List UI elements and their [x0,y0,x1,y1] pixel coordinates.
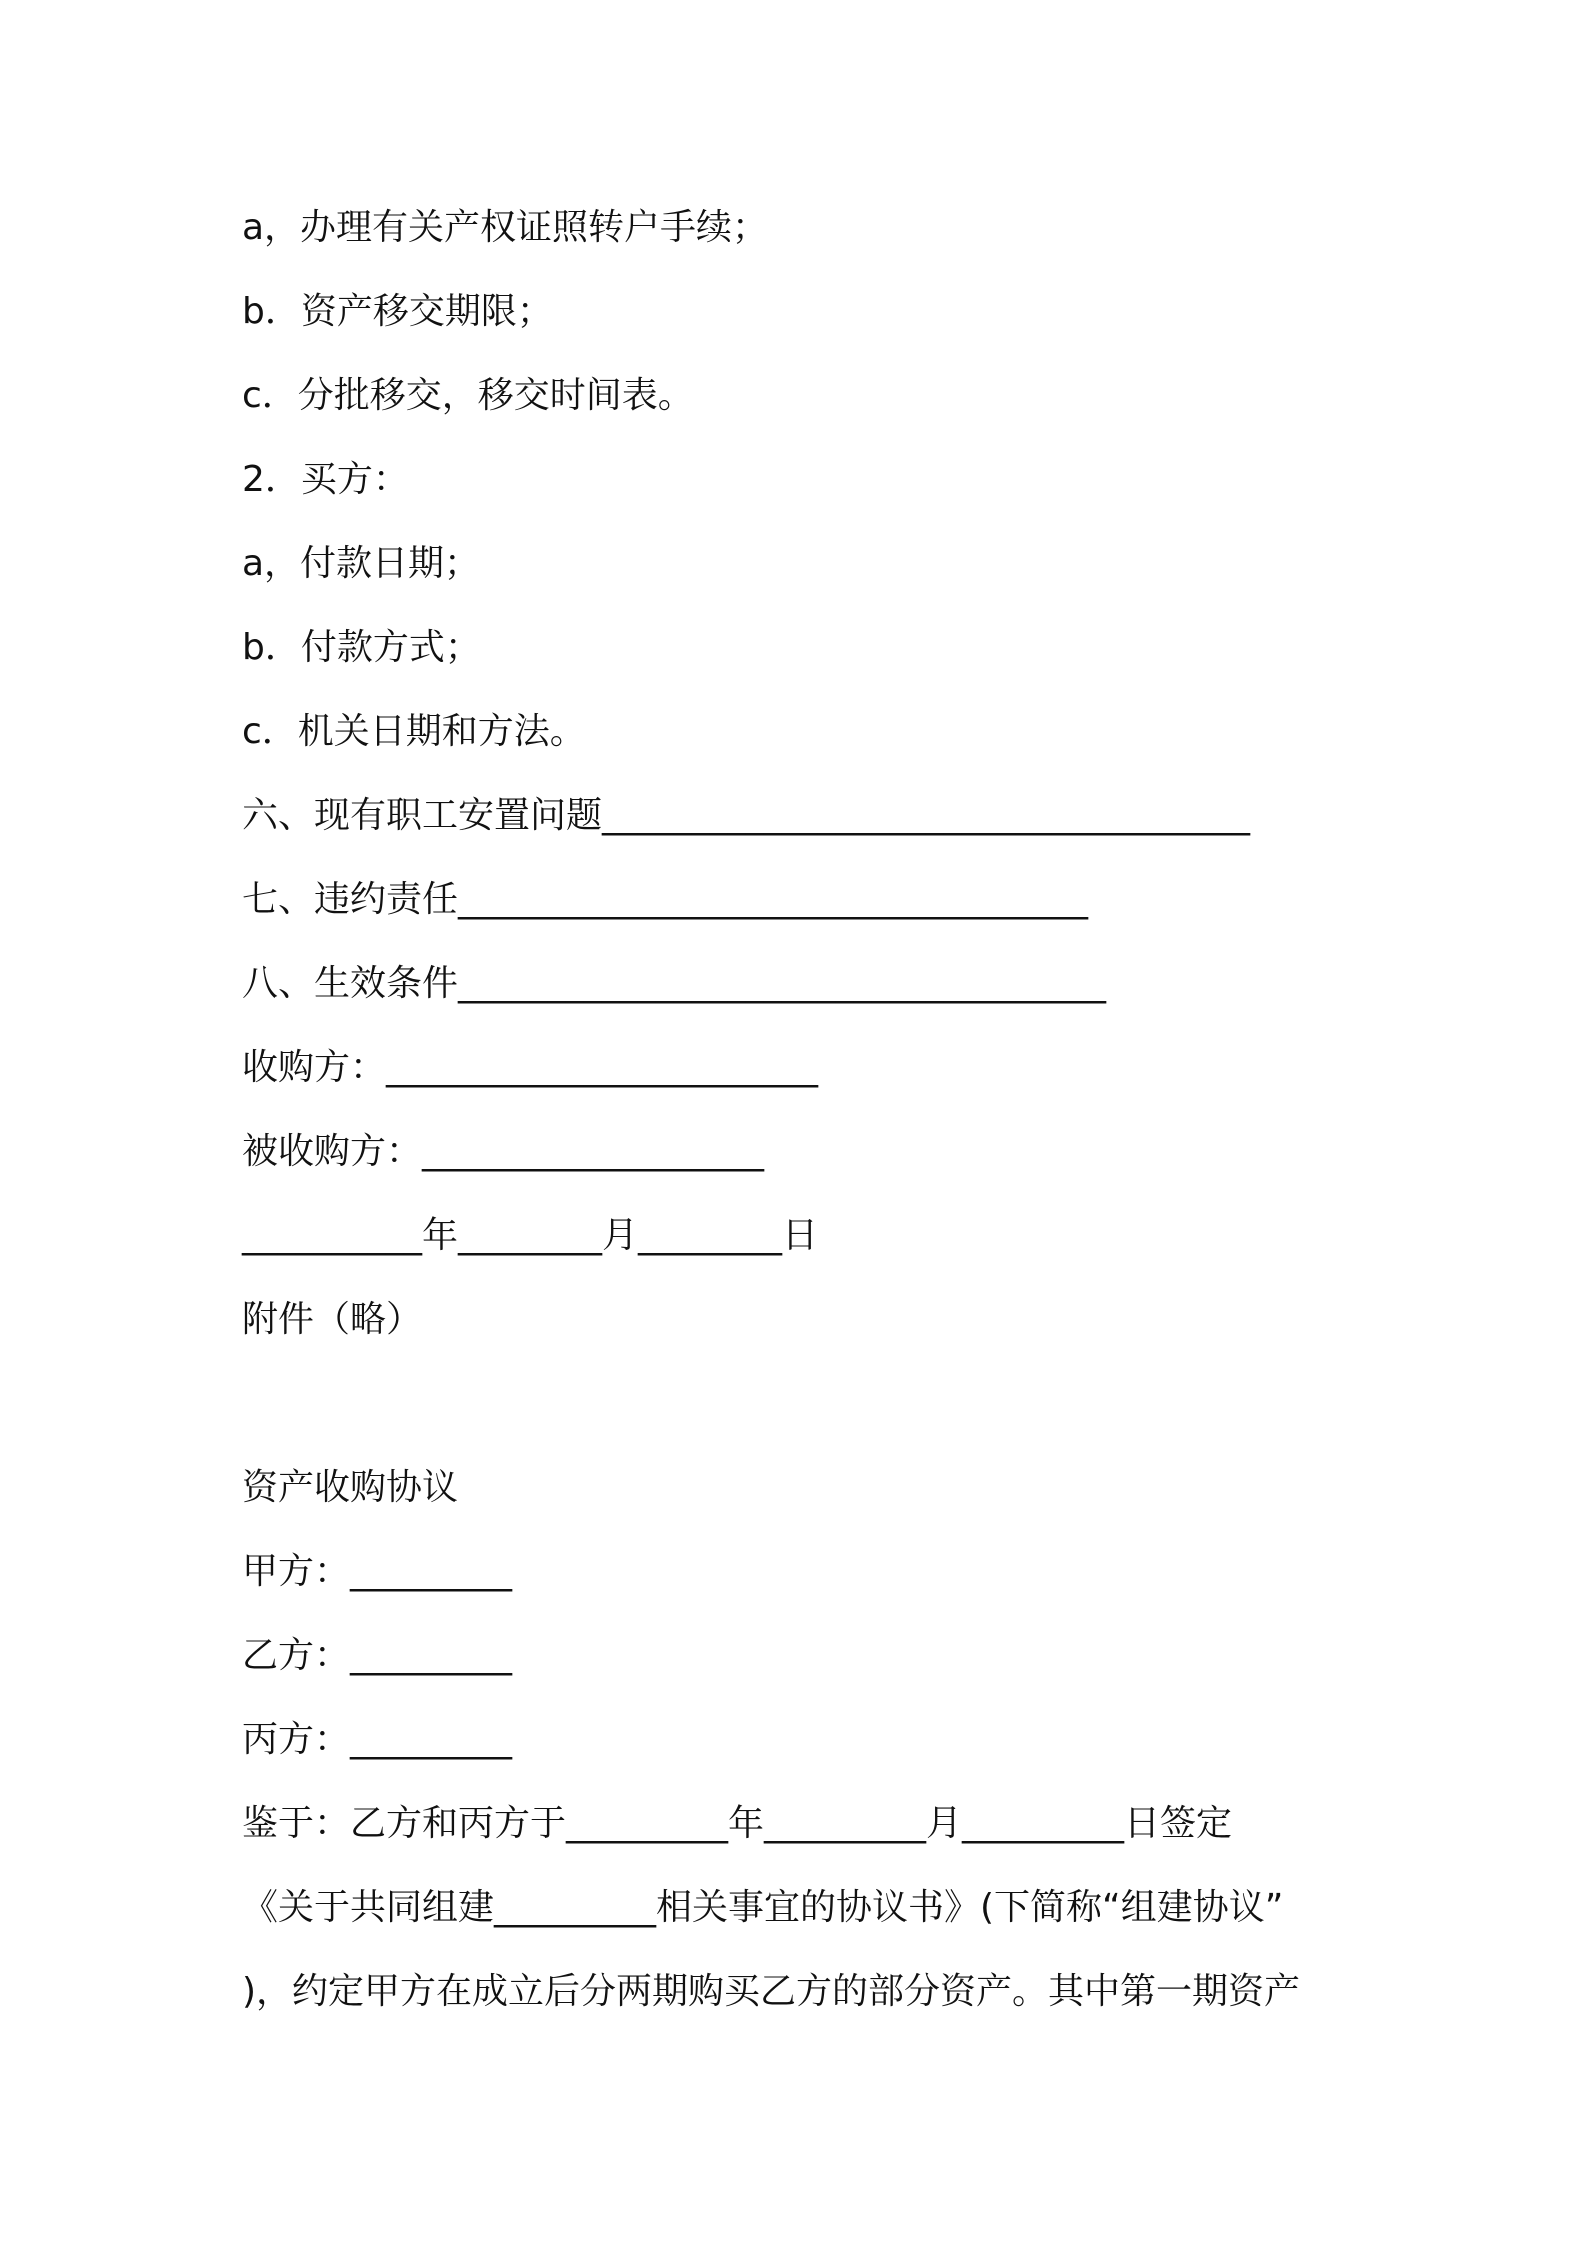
item-c-batch-transfer: c．分批移交，移交时间表。 [242,375,694,416]
section-six-staff: 六、现有职工安置问题____________________________________ [242,795,1251,836]
section-eight-effect: 八、生效条件____________________________________ [242,963,1107,1004]
whereas-line-2: 《关于共同组建_________相关事宜的协议书》(下简称“组建协议” [242,1887,1284,1928]
whereas-line-1: 鉴于：乙方和丙方于_________年_________月_________日签定 [242,1803,1233,1844]
acquirer-signature: 收购方：________________________ [242,1047,819,1088]
agreement-title: 资产收购协议 [242,1467,459,1508]
acquiree-signature: 被收购方：___________________ [242,1131,765,1172]
buyer-heading: 2．买方： [242,459,409,500]
party-c: 丙方：_________ [242,1719,513,1760]
item-a-transfer-procedures: a，办理有关产权证照转户手续； [242,207,769,248]
item-b-transfer-deadline: b．资产移交期限； [242,291,553,332]
section-seven-liability: 七、违约责任___________________________________ [242,879,1089,920]
attachment-note: 附件（略） [242,1299,423,1340]
item-a-payment-date: a，付款日期； [242,543,481,584]
whereas-line-3: )，约定甲方在成立后分两期购买乙方的部分资产。其中第一期资产 [242,1971,1301,2012]
item-b-payment-method: b．付款方式； [242,627,481,668]
party-b: 乙方：_________ [242,1635,513,1676]
party-a: 甲方：_________ [242,1551,513,1592]
signature-date: __________年________月________日 [242,1215,818,1256]
item-c-date-method: c．机关日期和方法。 [242,711,586,752]
